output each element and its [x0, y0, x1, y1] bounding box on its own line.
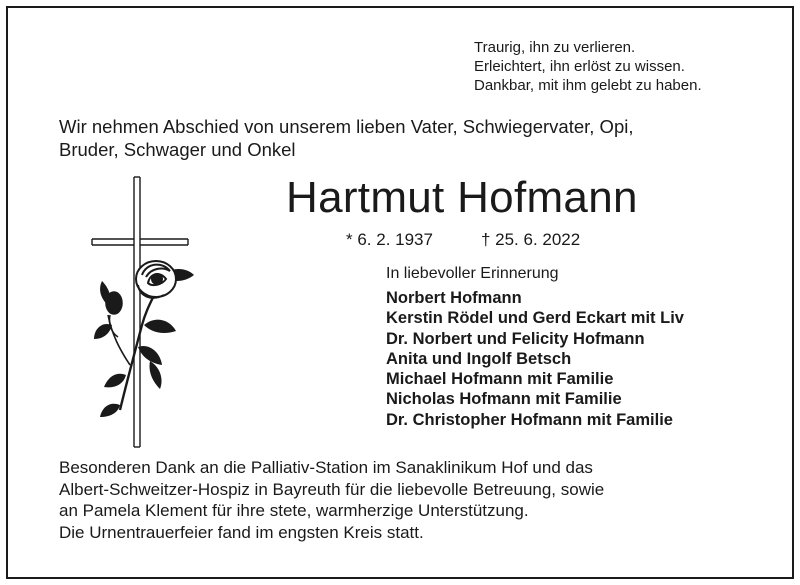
deceased-name: Hartmut Hofmann — [286, 173, 638, 222]
mourner-name: Dr. Christopher Hofmann mit Familie — [386, 410, 673, 429]
mourner-name: Dr. Norbert und Felicity Hofmann — [386, 329, 645, 348]
mourner-name: Nicholas Hofmann mit Familie — [386, 390, 622, 409]
farewell-intro — [59, 115, 634, 161]
closing-line: Die Urnentrauerfeier fand im engsten Kreis statt. — [59, 522, 424, 542]
quote-line: Traurig, ihn zu verlieren. — [474, 39, 636, 56]
quote-line: Erleichtert, ihn erlöst zu wissen. — [474, 58, 685, 75]
mourner-name: Kerstin Rödel und Gerd Eckart mit Liv — [386, 309, 684, 328]
mourner-name: Michael Hofmann mit Familie — [386, 370, 614, 389]
cross-with-rose-icon — [90, 175, 200, 450]
thanks-paragraph — [59, 457, 604, 543]
closing-line: Besonderen Dank an die Palliativ-Station im Sanaklinikum Hof und das — [59, 458, 593, 477]
closing-line: Albert-Schweitzer-Hospiz in Bayreuth für die liebevolle Betreuung, sowie — [59, 479, 605, 499]
death-date: † 25. 6. 2022 — [480, 230, 581, 249]
intro-line: Wir nehmen Abschied von unserem lieben Vater, Schwiegervater, Opi, — [59, 116, 634, 137]
birth-date: * 6. 2. 1937 — [346, 230, 433, 249]
life-dates — [346, 229, 580, 251]
memory-line: In liebevoller Erinnerung — [386, 265, 559, 282]
memorial-quote — [474, 38, 702, 95]
quote-line: Dankbar, mit ihm gelebt zu haben. — [474, 77, 702, 94]
mourner-name: Anita und Ingolf Betsch — [386, 349, 572, 368]
mourner-name: Norbert Hofmann — [386, 289, 522, 307]
mourners-list — [386, 288, 684, 430]
intro-line: Bruder, Schwager und Onkel — [59, 139, 296, 160]
closing-line: an Pamela Klement für ihre stete, warmherzige Unterstützung. — [59, 501, 529, 520]
